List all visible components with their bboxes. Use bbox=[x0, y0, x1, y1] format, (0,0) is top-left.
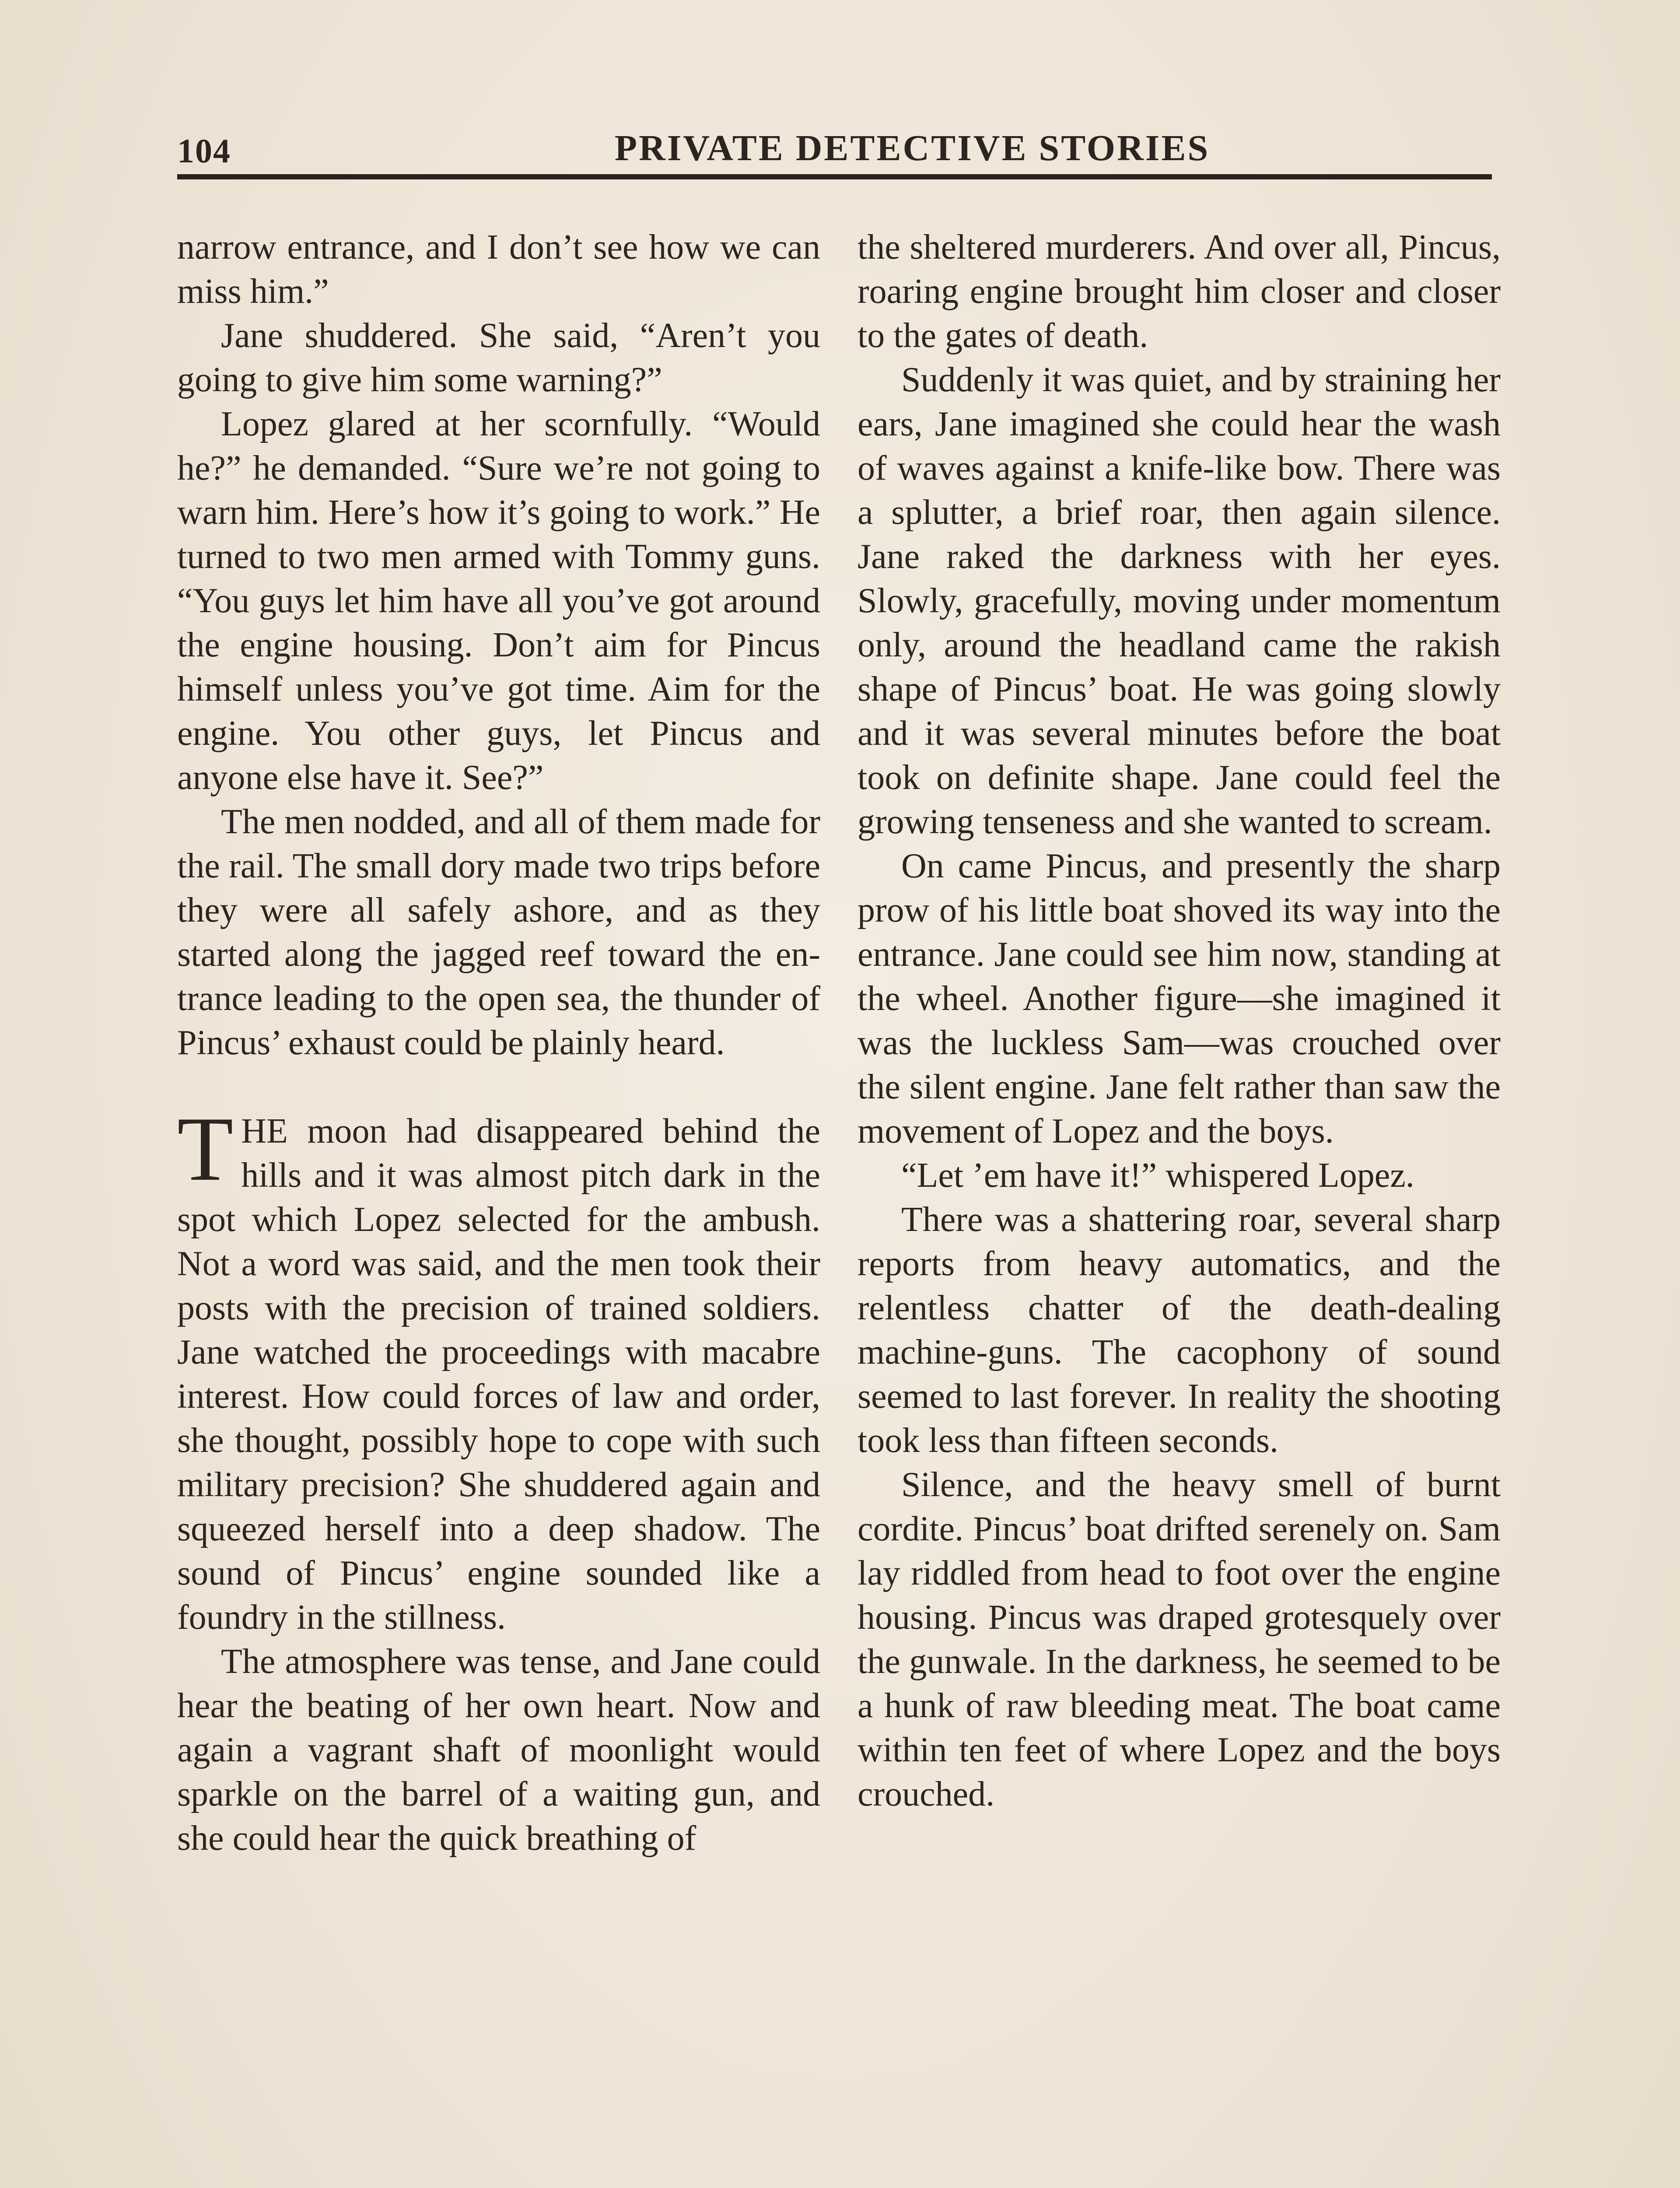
paragraph: There was a shattering roar, several sharp reports from heavy automatics, and the relentless chatter of the death-dealing machine-guns. The cacophony of sound seemed to last forever. In reality the shooting took less than fifteen seconds. bbox=[858, 1200, 1501, 1460]
section-opening-text: HE moon had disappeared behind the hills and it was almost pitch dark in the spot which Lopez selected for the ambush. Not a word was said, and the men took their posts with the precision of trained soldiers. Jane watched the proceedings with macabre interest. How could forces of law and order, she thought, possibly hope to cope with such military precision? She shuddered again and squeezed herself into a deep shadow. The sound of Pincus’ engine sounded like a foundry in the stillness. bbox=[177, 1112, 820, 1637]
left-column bbox=[177, 225, 820, 1861]
paragraph: On came Pincus, and presently the sharp prow of his little boat shoved its way into the entrance. Jane could see him now, standing at the wheel. Another figure—she imagined it was the luckless Sam—was crouched over the silent engine. Jane felt rather than saw the movement of Lopez and the boys. bbox=[858, 847, 1501, 1150]
page-header bbox=[177, 123, 1492, 171]
paragraph: the sheltered murderers. And over all, Pincus, roaring engine brought him closer and closer to the gates of death. bbox=[858, 228, 1501, 355]
section-opening-paragraph bbox=[177, 1098, 820, 1640]
header-rule bbox=[177, 174, 1492, 179]
running-title: PRIVATE DETECTIVE STORIES bbox=[614, 128, 1210, 168]
page-number: 104 bbox=[177, 132, 231, 170]
paragraph: narrow entrance, and I don’t see how we can miss him.” bbox=[177, 228, 820, 311]
paragraph: Suddenly it was quiet, and by straining her ears, Jane imagined she could hear the wash of waves against a knife-like bow. There was a splutter, a brief roar, then again silence. Jane raked the darkness with her eyes. Slowly, gracefully, moving under momentum only, around the headland came the rakish shape of Pincus’ boat. He was going slowly and it was several minutes before the boat took on definite shape. Jane could feel the growing tenseness and she wanted to scream. bbox=[858, 361, 1501, 841]
right-column bbox=[858, 225, 1501, 1816]
paragraph: Jane shuddered. She said, “Aren’t you going to give him some warning?” bbox=[177, 316, 820, 399]
drop-cap: T bbox=[177, 1098, 234, 1200]
paragraph: “Let ’em have it!” whispered Lopez. bbox=[901, 1156, 1414, 1195]
paragraph: The men nodded, and all of them made for the rail. The small dory made two trips before they were all safely ashore, and as they started along the jagged reef toward the entrance leading to the open sea, the thunder of Pincus’ exhaust could be plainly heard. bbox=[177, 803, 820, 1062]
paragraph: Silence, and the heavy smell of burnt cordite. Pincus’ boat drifted serenely on. Sam lay riddled from head to foot over the engine housing. Pincus was draped grotesquely over the gunwale. In the darkness, he seemed to be a hunk of raw bleeding meat. The boat came within ten feet of where Lopez and the boys crouched. bbox=[858, 1466, 1501, 1813]
paragraph: The atmosphere was tense, and Jane could hear the beating of her own heart. Now and again a vagrant shaft of moonlight would sparkle on the barrel of a waiting gun, and she could hear the quick breathing of bbox=[177, 1642, 820, 1858]
paragraph: Lopez glared at her scornfully. “Would he?” he demanded. “Sure we’re not going to warn him. Here’s how it’s going to work.” He turned to two men armed with Tommy guns. “You guys let him have all you’ve got around the engine housing. Don’t aim for Pincus himself unless you’ve got time. Aim for the engine. You other guys, let Pincus and anyone else have it. See?” bbox=[177, 405, 820, 797]
